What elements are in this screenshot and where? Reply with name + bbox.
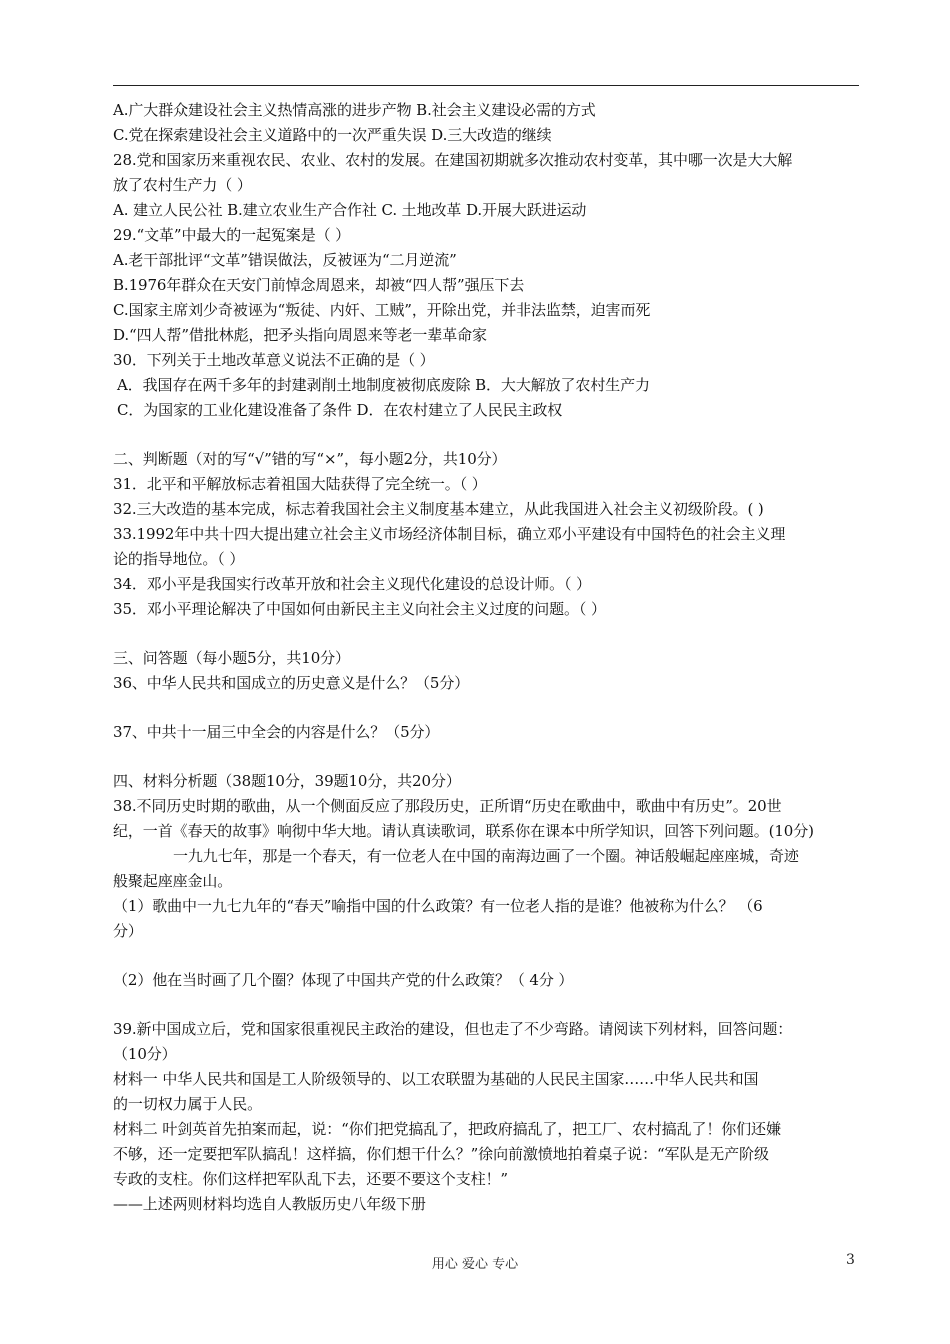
spacer — [113, 745, 863, 769]
sub-question-1: （1）歌曲中一九七九年的“春天”喻指中国的什么政策？有一位老人指的是谁？他被称为什么？ （6 — [113, 897, 763, 915]
page-footer: 用心 爱心 专心 — [431, 1257, 519, 1272]
spacer — [113, 423, 863, 447]
question-36: 36、中华人民共和国成立的历史意义是什么？（5分） — [113, 674, 470, 692]
section-heading-judgement: 二、判断题（对的写“√”错的写“×”，每小题2分，共10分） — [113, 450, 507, 468]
spacer — [113, 993, 863, 1017]
question-30: 30．下列关于土地改革意义说法不正确的是（ ） — [113, 351, 435, 369]
question-38: 38.不同历史时期的歌曲，从一个侧面反应了那段历史，正所谓“历史在歌曲中，歌曲中有历史”。20世 — [113, 797, 782, 815]
text-line: 的一切权力属于人民。 — [113, 1095, 263, 1113]
question-35: 35．邓小平理论解决了中国如何由新民主主义向社会主义过度的问题。（ ） — [113, 600, 606, 618]
text-line: 放了农村生产力（ ） — [113, 176, 252, 194]
text-line: A.老干部批评“文革”错误做法，反被诬为“二月逆流” — [113, 251, 457, 269]
text-line: B.1976年群众在天安门前悼念周恩来，却被“四人帮”强压下去 — [113, 276, 525, 294]
header-rule — [113, 85, 859, 86]
spacer — [113, 944, 863, 968]
text-line: A. 建立人民公社 B.建立农业生产合作社 C. 土地改革 D.开展大跃进运动 — [113, 201, 587, 219]
exam-content — [113, 98, 863, 1217]
sub-question-2: （2）他在当时画了几个圈？体现了中国共产党的什么政策？（ 4分 ） — [113, 971, 574, 989]
lyrics-line: 一九九七年，那是一个春天，有一位老人在中国的南海边画了一个圈。神话般崛起座座城，奇迹 — [173, 847, 799, 865]
spacer — [113, 696, 863, 720]
question-37: 37、中共十一届三中全会的内容是什么？（5分） — [113, 723, 440, 741]
text-line: 专政的支柱。你们这样把军队乱下去，还要不要这个支柱！” — [113, 1170, 508, 1188]
lyrics-line: 般聚起座座金山。 — [113, 872, 233, 890]
source-note: ——上述两则材料均选自人教版历史八年级下册 — [113, 1195, 426, 1213]
text-line: C.国家主席刘少奇被诬为“叛徒、内奸、工贼”，开除出党，并非法监禁，迫害而死 — [113, 301, 651, 319]
question-29: 29.“文革”中最大的一起冤案是（ ） — [113, 226, 351, 244]
text-line: D.“四人帮”借批林彪，把矛头指向周恩来等老一辈革命家 — [113, 326, 487, 344]
text-line: 纪，一首《春天的故事》响彻中华大地。请认真读歌词，联系你在课本中所学知识，回答下列问题。(10分) — [113, 822, 814, 840]
question-31: 31．北平和平解放标志着祖国大陆获得了完全统一。（ ） — [113, 475, 487, 493]
section-heading-material: 四、材料分析题（38题10分，39题10分，共20分） — [113, 772, 461, 790]
text-line: A．我国存在两千多年的封建剥削土地制度被彻底废除 B．大大解放了农村生产力 — [117, 376, 650, 394]
question-39: 39.新中国成立后，党和国家很重视民主政治的建设，但也走了不少弯路。请阅读下列材料，回答问题： — [113, 1020, 793, 1038]
text-line: 论的指导地位。（ ） — [113, 550, 245, 568]
question-28: 28.党和国家历来重视农民、农业、农村的发展。在建国初期就多次推动农村变革，其中哪一次是大大解 — [113, 151, 793, 169]
material-one: 材料一 中华人民共和国是工人阶级领导的、以工农联盟为基础的人民民主国家……中华人民共和国 — [113, 1070, 759, 1088]
question-32: 32.三大改造的基本完成，标志着我国社会主义制度基本建立，从此我国进入社会主义初级阶段。( ) — [113, 500, 764, 518]
text-line: C.党在探索建设社会主义道路中的一次严重失误 D.三大改造的继续 — [113, 126, 552, 144]
text-line: 分） — [113, 922, 143, 940]
text-line: （10分） — [113, 1045, 177, 1063]
text-line: 不够，还一定要把军队搞乱！这样搞，你们想干什么？”徐向前激愤地拍着桌子说：“军队是无产阶级 — [113, 1145, 769, 1163]
text-line: C．为国家的工业化建设准备了条件 D．在农村建立了人民民主政权 — [117, 401, 563, 419]
spacer — [113, 622, 863, 646]
question-33: 33.1992年中共十四大提出建立社会主义市场经济体制目标，确立邓小平建设有中国特色的社会主义理 — [113, 525, 786, 543]
page-number: 3 — [846, 1252, 855, 1268]
material-two: 材料二 叶剑英首先拍案而起，说：“你们把党搞乱了，把政府搞乱了，把工厂、农村搞乱了！你们还嫌 — [113, 1120, 781, 1138]
section-heading-qa: 三、问答题（每小题5分，共10分） — [113, 649, 350, 667]
text-line: A.广大群众建设社会主义热情高涨的进步产物 B.社会主义建设必需的方式 — [113, 101, 596, 119]
question-34: 34．邓小平是我国实行改革开放和社会主义现代化建设的总设计师。（ ） — [113, 575, 591, 593]
